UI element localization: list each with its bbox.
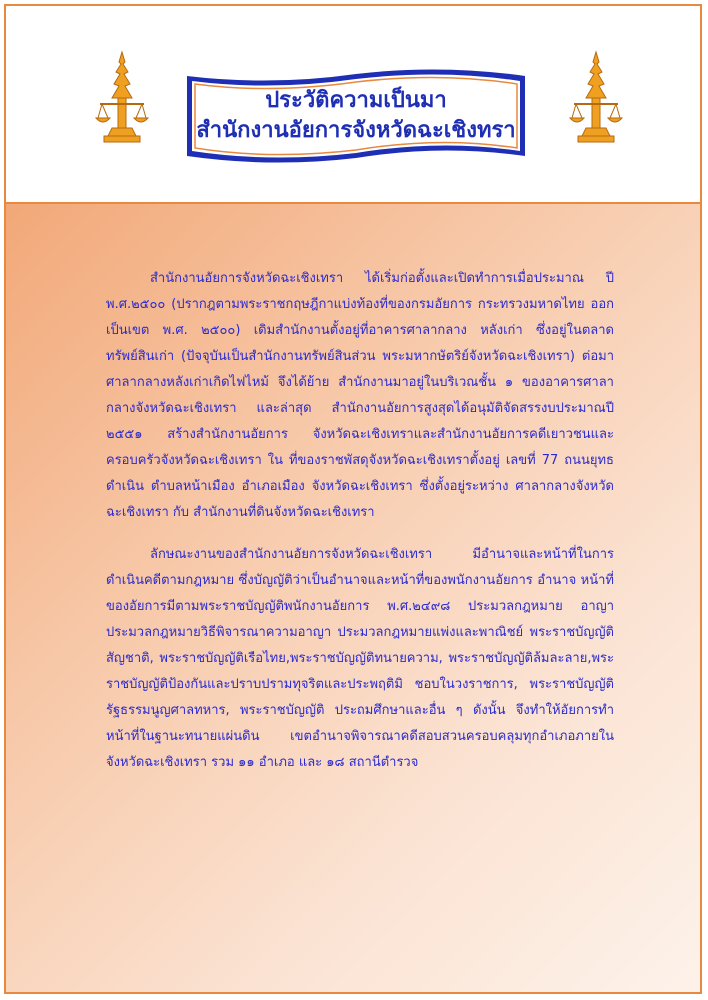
- history-text: [106, 266, 614, 792]
- paragraph-history: สำนักงานอัยการจังหวัดฉะเชิงเทรา ได้เริ่มก่อตั้งและเปิดทำการเมื่อประมาณ ปี พ.ศ.๒๕๐๐ (ปรากฎตามพระราชกฤษฎีกาแบ่งท้องที่ของกรมอัยการ กระทรวงมหาดไทย ออกเป็นเขต พ.ศ. ๒๕๐๐) เดิมสำนักงานตั้งอยู่ที่อาคารศาลากลาง หลังเก่า ซึ่งอยู่ในตลาดทรัพย์สินเก่า (ปัจจุบันเป็นสำนักงานทรัพย์สินส่วน พระมหากษัตริย์จังหวัดฉะเชิงเทรา) ต่อมาศาลากลางหลังเก่าเกิดไฟไหม้ จึงได้ย้าย สำนักงานมาอยู่ในบริเวณชั้น ๑ ของอาคารศาลากลางจังหวัดฉะเชิงเทรา และล่าสุด สำนักงานอัยการสูงสุดได้อนุมัติจัดสรรงบประมาณปี ๒๕๕๑ สร้างสำนักงานอัยการ จังหวัดฉะเชิงเทราและสำนักงานอัยการคดีเยาวชนและครอบครัวจังหวัดฉะเชิงเทรา ใน ที่ของราชพัสดุจังหวัดฉะเชิงเทราตั้งอยู่ เลขที่ 77 ถนนยุทธดำเนิน ตำบลหน้าเมือง อำเภอเมือง จังหวัดฉะเชิงเทรา ซึ่งตั้งอยู่ระหว่าง ศาลากลางจังหวัดฉะเชิงเทรา กับ สำนักงานที่ดินจังหวัดฉะเชิงเทรา: [106, 271, 614, 520]
- page-frame: [4, 4, 702, 994]
- scales-of-justice-emblem-icon: [94, 50, 150, 146]
- title-banner: [181, 68, 531, 164]
- page-title: [181, 86, 531, 146]
- paragraph-duties: ลักษณะงานของสำนักงานอัยการจังหวัดฉะเชิงเทรา มีอำนาจและหน้าที่ในการ ดำเนินคดีตามกฎหมาย ซึ่งบัญญัติว่าเป็นอำนาจและหน้าที่ของพนักงานอัยการ อำนาจ หน้าที่ของอัยการมีตามพระราชบัญญัติพนักงานอัยการ พ.ศ.๒๔๙๘ ประมวลกฎหมาย อาญา ประมวลกฎหมายวิธีพิจารณาความอาญา ประมวลกฎหมายแพ่งและพาณิชย์ พระราชบัญญัติสัญชาติ, พระราชบัญญัติเรือไทย,พระราชบัญญัติทนายความ, พระราชบัญญัติล้มละลาย,พระราชบัญญัติป้องกันและปราบปรามทุจริตและประพฤติมิ ชอบในวงราชการ, พระราชบัญญัติรัฐธรรมนูญศาลทหาร, พระราชบัญญัติ ประถมศึกษาและอื่น ๆ ดังนั้น จึงทำให้อัยการทำหน้าที่ในฐานะทนายแผ่นดิน เขตอำนาจพิจารณาคดีสอบสวนครอบคลุมทุกอำเภอภายในจังหวัดฉะเชิงเทรา รวม ๑๑ อำเภอ และ ๑๘ สถานีตำรวจ: [106, 547, 614, 770]
- page-body: [6, 204, 700, 994]
- title-line-1: ประวัติความเป็นมา: [265, 88, 447, 113]
- scales-of-justice-emblem-icon: [568, 50, 624, 146]
- title-line-2: สำนักงานอัยการจังหวัดฉะเชิงทรา: [196, 118, 516, 143]
- page-header: [6, 6, 700, 204]
